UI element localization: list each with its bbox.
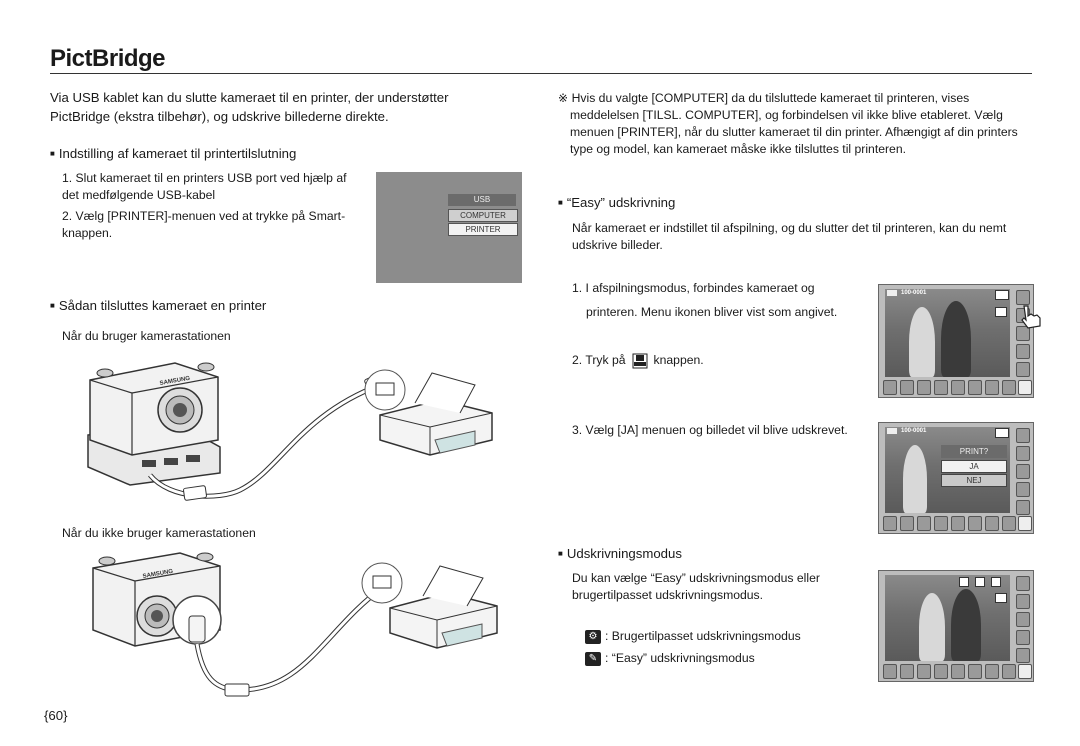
step2-prefix: 2. Tryk på [572,353,626,367]
mode-easy-row [585,650,755,667]
easy-step-3: 3. Vælg [JA] menuen og billedet vil blive udskrevet. [572,423,848,437]
print-menu-ja: JA [941,460,1007,473]
with-station-label: Når du bruger kamerastationen [62,329,231,343]
setup-heading: ■ Indstilling af kameraet til printertilslutning [50,144,296,165]
easy-heading: ■ “Easy” udskrivning [558,193,675,214]
camera-screen-print-mode [878,570,1034,682]
easy-step-1b: printeren. Menu ikonen bliver vist som angivet. [586,305,838,319]
page-title: PictBridge [50,45,166,72]
easy-print-icon: ✎ [585,652,601,666]
file-number-2: 100-0001 [901,428,927,434]
computer-note: ※ Hvis du valgte [COMPUTER] da du tilsluttede kameraet til printeren, vises meddelelsen [TILSL. COMPUTER], og forbindelsen vil ikke blive etableret. Vælg menuen [PRINTER], når du slutter kameraet til din printer. Afhængigt af din printers type og model, kan kameraet måske ikke tilsluttes til printeren. [558,91,1018,156]
easy-step-1a: 1. I afspilningsmodus, forbindes kameraet og [572,281,815,295]
usb-menu-computer: COMPUTER [448,209,518,222]
play-arrow-icon [1018,380,1032,395]
easy-step-2 [572,352,704,369]
page-number: {60} [44,708,68,723]
custom-print-icon: ⚙ [585,630,601,644]
mode-custom-row [585,628,801,645]
mode-heading: ■ Udskrivningsmodus [558,544,682,565]
setup-step-2: 2. Vælg [PRINTER]-menuen ved at trykke på Smart- knappen. [62,209,346,240]
camera-screen-print-menu [878,422,1034,534]
camera-screen-playback [878,284,1034,398]
print-menu-title: PRINT? [941,445,1007,458]
mode-text: Du kan vælge “Easy” udskrivningsmodus eller brugertilpasset udskrivningsmodus. [572,571,820,602]
print-icon-screen [995,307,1007,317]
intro-text: Via USB kablet kan du slutte kameraet til en printer, der understøtter PictBridge (ekstra tilbehør), og udskrive billederne direkte. [50,90,449,124]
without-station-label: Når du ikke bruger kamerastationen [62,526,256,540]
print-button-icon [632,353,648,369]
camera-station-illustration [80,355,540,525]
connect-heading: ■ Sådan tilsluttes kameraet en printer [50,296,266,317]
file-number-1: 100-0001 [901,290,927,296]
usb-menu-printer: PRINTER [448,223,518,236]
camera-brand-2: SAMSUNG [142,568,174,580]
mode-custom-label: : Brugertilpasset udskrivningsmodus [605,629,801,643]
easy-text: Når kameraet er indstillet til afspilning, og du slutter det til printeren, kan du nemt udskrive billeder. [572,221,1007,252]
camera-brand-1: SAMSUNG [159,375,191,387]
mode-easy-label: : “Easy” udskrivningsmodus [605,651,755,665]
usb-menu-screen [376,172,522,283]
usb-menu-header: USB [448,194,516,206]
step2-suffix: knappen. [653,353,704,367]
mode-custom-screen-icon [959,577,969,587]
camera-direct-illustration [85,548,545,708]
setup-step-1: 1. Slut kameraet til en printers USB port ved hjælp af det medfølgende USB-kabel [62,171,347,202]
title-rule [50,73,1032,74]
print-menu-nej: NEJ [941,474,1007,487]
easy-print-indicator [995,290,1009,300]
hand-pointer-icon [1018,304,1044,330]
